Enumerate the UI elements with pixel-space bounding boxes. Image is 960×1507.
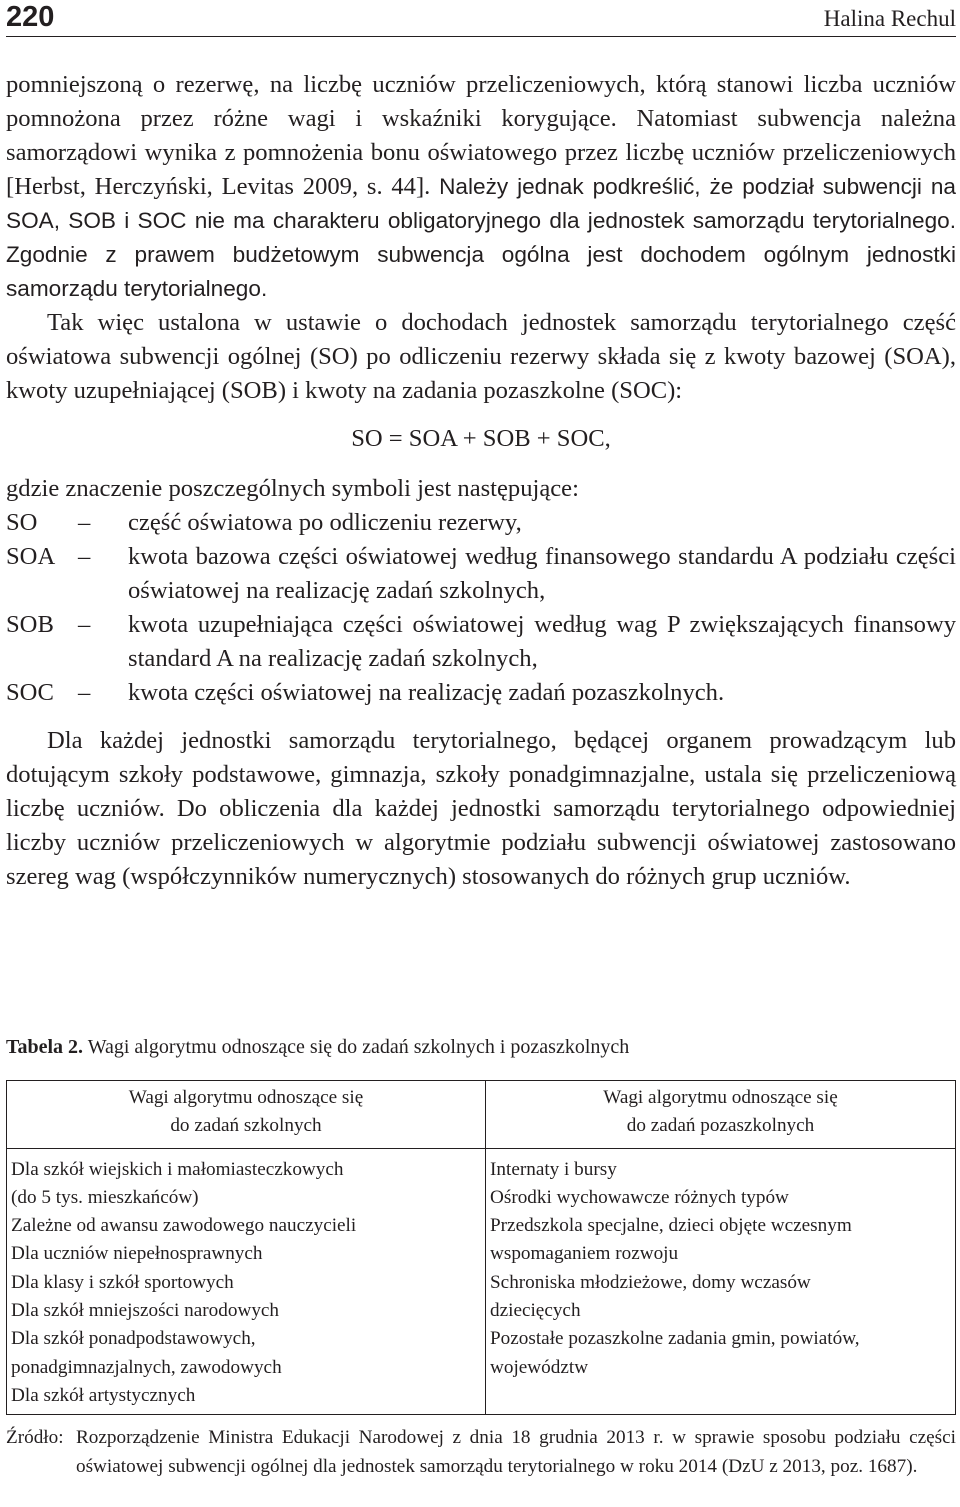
symbols-list (6, 506, 956, 710)
list-item: ponadgimnazjalnych, zawodowych (11, 1356, 282, 1378)
paragraph-sans-text: Należy jednak podkreślić, że podział subwencji na SOA, SOB i SOC nie ma charakteru obligatoryjnego dla jednostek samorządu terytorialnego. Zgodnie z prawem budżetowym subwencja ogólna jest dochodem ogólnym jednostki samorządu terytorialnego. (6, 174, 956, 301)
symbols-intro: gdzie znaczenie poszczególnych symboli jest następujące: (6, 475, 579, 502)
symbol-dash: – (78, 543, 91, 570)
header-line: Wagi algorytmu odnoszące się (128, 1087, 364, 1108)
list-item: Dla szkół ponadpodstawowych, (11, 1328, 256, 1350)
body-text (6, 68, 956, 894)
running-head-author: Halina Rechul (823, 6, 956, 31)
page-number: 220 (6, 1, 55, 33)
extracurricular-weights-cell (486, 1148, 956, 1415)
symbol: SO (6, 509, 38, 536)
header-line: do zadań pozaszkolnych (626, 1115, 815, 1137)
list-item: Przedszkola specjalne, dzieci objęte wczesnym (490, 1215, 852, 1237)
symbol-description: kwota bazowa części oświatowej według finansowego standardu A podziału części oświatowej na realizację zadań szkolnych, (128, 543, 956, 604)
list-item: Schroniska młodzieżowe, domy wczasów (490, 1271, 811, 1293)
table-caption-text: Wagi algorytmu odnoszące się do zadań szkolnych i pozaszkolnych (87, 1036, 630, 1058)
source-text: Rozporządzenie Ministra Edukacji Narodowej z dnia 18 grudnia 2013 r. w sprawie sposobu podziału części oświatowej subwencji ogólnej dla jednostek samorządu terytorialnego w roku 2014 (DzU z 2013, poz. 1687). (76, 1427, 956, 1477)
list-item: Pozostałe pozaszkolne zadania gmin, powiatów, (490, 1328, 860, 1350)
list-item: Internaty i bursy (490, 1158, 617, 1180)
symbol-definition (6, 540, 956, 608)
paragraph (6, 68, 956, 306)
formula: SO = SOA + SOB + SOC, (351, 425, 611, 452)
list-item: dziecięcych (490, 1300, 581, 1322)
list-item: Dla szkół mniejszości narodowych (11, 1300, 280, 1322)
column-header-school-tasks (7, 1081, 486, 1149)
symbol-dash: – (78, 611, 91, 638)
list-item: Dla szkół wiejskich i małomiasteczkowych (11, 1158, 344, 1180)
table-row (7, 1148, 956, 1415)
symbol-definition (6, 676, 956, 710)
paragraph: Dla każdej jednostki samorządu terytorialnego, będącej organem prowadzącym lub dotującym szkoły podstawowe, gimnazja, szkoły ponadgimnazjalne, ustala się przeliczeniową liczbę uczniów. Do obliczenia dla każdej jednostki samorządu terytorialnego odpowiedniej liczby uczniów przeliczeniowych w algorytmie podziału subwencji oświatowej zastosowano szereg wag (współczynników numerycznych) stosowanych do różnych grup uczniów. (6, 727, 956, 890)
list-item: Dla uczniów niepełnosprawnych (11, 1243, 263, 1265)
paragraph: Tak więc ustalona w ustawie o dochodach jednostek samorządu terytorialnego część oświatowa subwencji ogólnej (SO) po odliczeniu rezerwy składa się z kwoty bazowej (SOA), kwoty uzupełniającej (SOB) i kwoty na zadania pozaszkolne (SOC): (6, 309, 956, 404)
symbol-description: kwota uzupełniająca części oświatowej według wag P zwiększających finansowy standard A na realizację zadań szkolnych, (128, 611, 956, 672)
list-item: (do 5 tys. mieszkańców) (11, 1186, 199, 1208)
symbol: SOC (6, 679, 54, 706)
list-item: Dla szkół artystycznych (11, 1384, 196, 1406)
list-item: Ośrodki wychowawcze różnych typów (490, 1186, 789, 1208)
table-header-row (7, 1081, 956, 1149)
table-caption (6, 1033, 629, 1061)
list-item: Zależne od awansu zawodowego nauczycieli (11, 1215, 357, 1237)
header-line: do zadań szkolnych (170, 1115, 322, 1137)
header-line: Wagi algorytmu odnoszące się (603, 1087, 838, 1108)
weights-table (6, 1080, 956, 1415)
list-item: Dla klasy i szkół sportowych (11, 1271, 234, 1293)
column-header-extracurricular-tasks (486, 1081, 956, 1149)
list-item: wspomaganiem rozwoju (490, 1243, 679, 1265)
table-caption-label: Tabela 2. (6, 1036, 84, 1058)
page-header (6, 0, 956, 37)
paragraph-text: pomniejszoną o rezerwę, na liczbę uczniów przeliczeniowych, którą stanowi liczba uczniów pomnożona przez różne wagi i wskaźniki korygujące. Natomiast subwencja należna samorządowi wynika z pomnożenia bonu oświatowego przez liczbę uczniów przeliczeniowych [Herbst, Herczyński, Levitas 2009, s. 44]. (6, 71, 956, 200)
symbol-dash: – (78, 509, 91, 536)
list-item: województw (490, 1356, 589, 1378)
symbol-description: część oświatowa po odliczeniu rezerwy, (128, 509, 522, 536)
symbol: SOA (6, 543, 56, 570)
table-source-note (6, 1424, 956, 1481)
school-weights-cell (7, 1148, 486, 1415)
symbol: SOB (6, 611, 54, 638)
symbol-definition (6, 506, 956, 540)
symbol-dash: – (78, 679, 91, 706)
symbol-description: kwota części oświatowej na realizację zadań pozaszkolnych. (128, 679, 725, 706)
source-label: Źródło: (6, 1427, 64, 1448)
symbol-definition (6, 608, 956, 676)
